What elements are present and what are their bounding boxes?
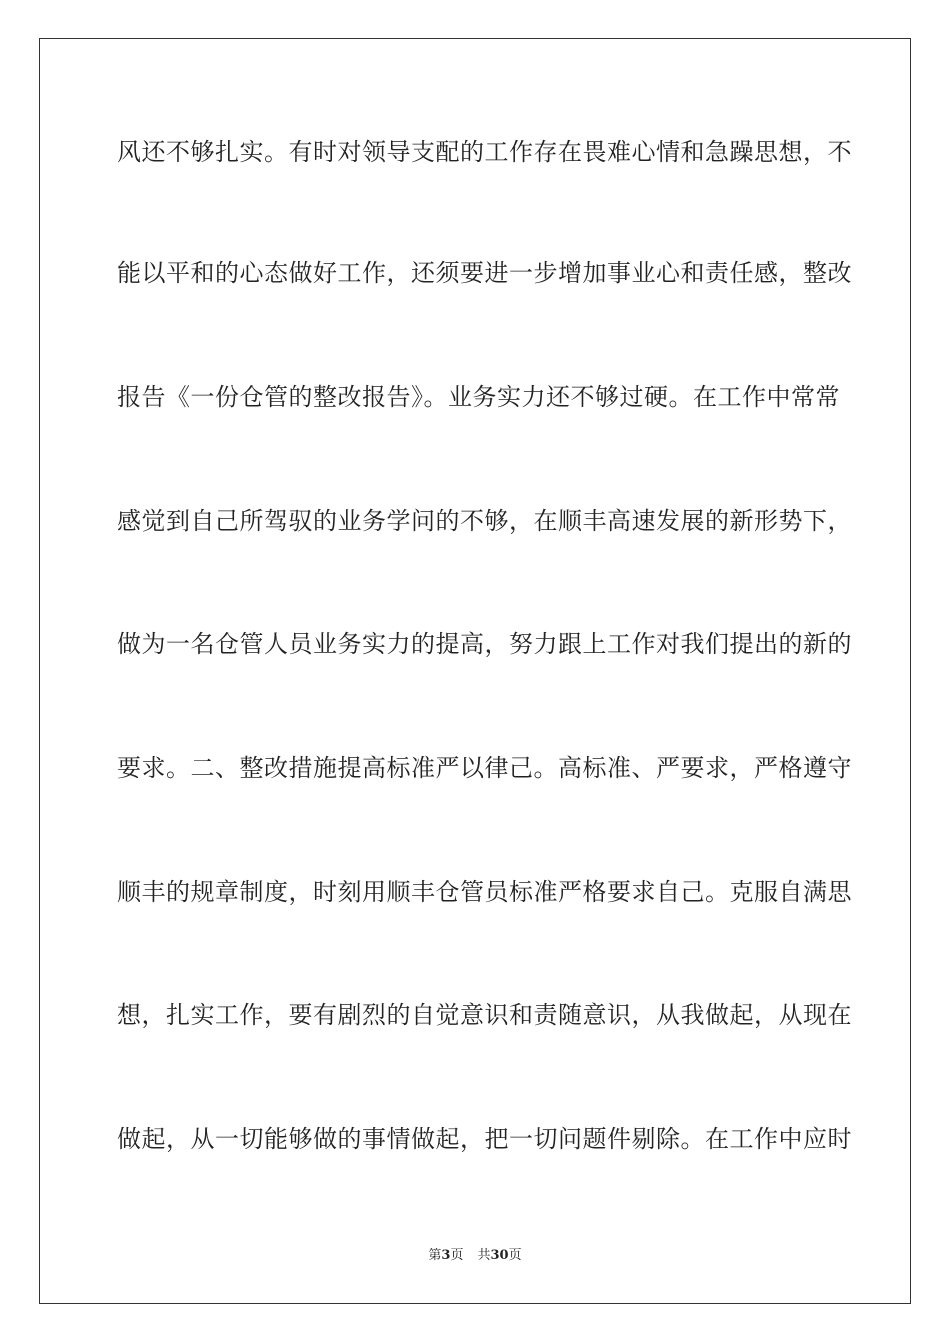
- total-pages-label: 共30页: [477, 1248, 522, 1263]
- page-border: [39, 38, 911, 1304]
- page-footer: [0, 1247, 950, 1265]
- body-text-line-7: 顺丰的规章制度，时刻用顺丰仓管员标准严格要求自己。克服自满思: [117, 878, 852, 906]
- body-text-line-1: 风还不够扎实。有时对领导支配的工作存在畏难心情和急躁思想，不: [117, 138, 852, 166]
- body-text-line-2: 能以平和的心态做好工作，还须要进一步增加事业心和责任感，整改: [117, 259, 852, 287]
- body-text-line-5: 做为一名仓管人员业务实力的提高，努力跟上工作对我们提出的新的: [117, 630, 852, 658]
- page-number-label: 第3页: [428, 1248, 464, 1263]
- body-text-line-9: 做起，从一切能够做的事情做起，把一切问题件剔除。在工作中应时: [117, 1125, 852, 1153]
- page-number: 3: [441, 1248, 451, 1263]
- body-text-line-4: 感觉到自己所驾驭的业务学问的不够，在顺丰高速发展的新形势下，: [117, 507, 852, 535]
- body-text-line-3: 报告《一份仓管的整改报告》。业务实力还不够过硬。在工作中常常: [117, 383, 840, 411]
- body-text-line-8: 想，扎实工作，要有剧烈的自觉意识和责随意识，从我做起，从现在: [117, 1001, 852, 1029]
- total-pages: 30: [490, 1248, 509, 1263]
- body-text-line-6: 要求。二、整改措施提高标准严以律己。高标准、严要求，严格遵守: [117, 754, 852, 782]
